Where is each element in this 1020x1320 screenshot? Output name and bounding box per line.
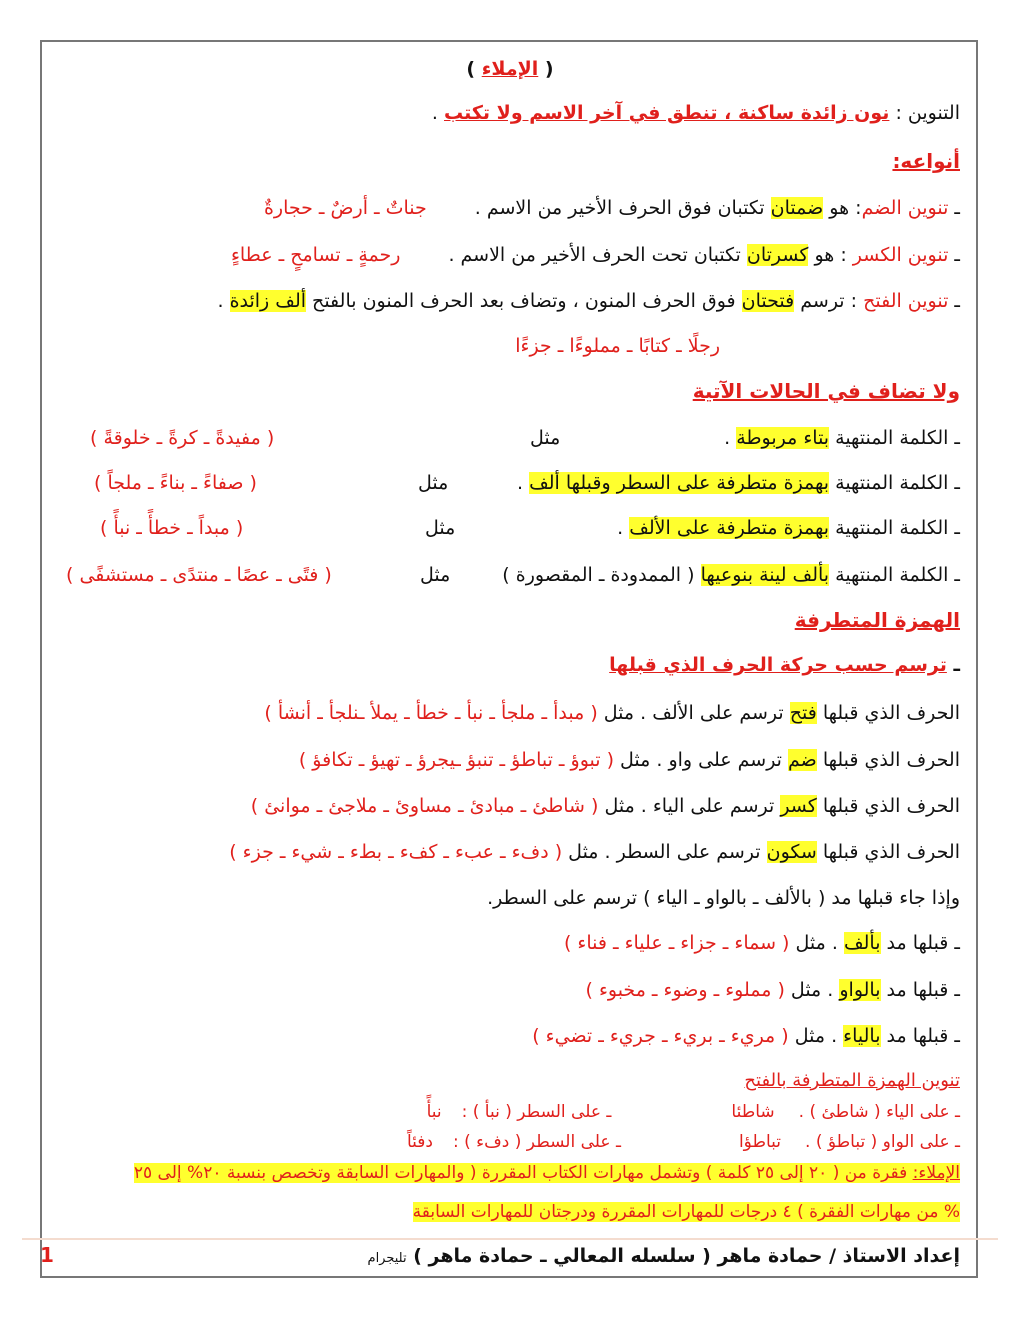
exception-row: ـ الكلمة المنتهية بهمزة متطرفة على السطر وقبلها ألف . مثل ( صفاءً ـ بناءً ـ ملجاً ) (94, 472, 960, 494)
hamza-rule: الحرف الذي قبلها كسر ترسم على الياء . مثل ( شاطئ ـ مبادئ ـ مساوئ ـ ملاجئ ـ موانئ ) (250, 795, 960, 817)
definition: التنوين : نون زائدة ساكنة ، تنطق في آخر الاسم ولا تكتب . (431, 102, 960, 124)
footer-credit: إعداد الاستاذ / حمادة ماهر ( سلسله المعالي ـ حمادة ماهر ) تليجرام (367, 1245, 960, 1267)
fath-examples: رجلًا ـ كتابًا ـ مملوءًا ـ جزءًا (515, 335, 720, 357)
tanween-hamza-row: ـ على الواو ( تباطؤ ) .تباطؤاـ على السطر ( دفء ) :دفئاً (407, 1132, 960, 1152)
exam-note-line1: الإملاء: فقرة من ( ٢٠ إلى ٢٥ كلمة ) وتشمل مهارات الكتاب المقررة ( والمهارات السابقة وتخصص بنسبة ٢٠% إلى ٢٥ (133, 1163, 960, 1183)
hamza-rule: الحرف الذي قبلها فتح ترسم على الألف . مثل ( مبدأ ـ ملجأ ـ نبأ ـ خطأ ـ يملأ ـنلجأ ـ أنشأ ) (264, 702, 960, 724)
exception-row: ـ الكلمة المنتهية بهمزة متطرفة على الألف . مثل ( مبداً ـ خطأً ـ نبأً ) (100, 517, 960, 539)
types-heading: أنواعه: (892, 149, 960, 173)
madd-rule: ـ قبلها مد بالواو . مثل ( مملوء ـ وضوء ـ مخبوء ) (585, 979, 960, 1001)
page-number: 1 (40, 1243, 54, 1267)
page-title: ( الإملاء ) (466, 58, 554, 80)
type-damm: ـ تنوين الضم: هو ضمتان تكتبان فوق الحرف الأخير من الاسم .جناتٌ ـ أرضٌ ـ حجارةٌ (263, 197, 960, 219)
madd-rule: ـ قبلها مد بألف . مثل ( سماء ـ جزاء ـ علياء ـ فناء ) (563, 932, 960, 954)
tanween-hamza-row: ـ على الياء ( شاطئ ) .شاطئاـ على السطر ( نبأ ) :نبأً (426, 1102, 960, 1122)
type-fath: ـ تنوين الفتح : ترسم فتحتان فوق الحرف المنون ، وتضاف بعد الحرف المنون بالفتح ألف زائدة . (217, 290, 960, 312)
exception-row: ـ الكلمة المنتهية بتاء مربوطة . مثل ( مفيدةً ـ كرةً ـ خلوقةً ) (90, 427, 960, 449)
hamza-rule: الحرف الذي قبلها سكون ترسم على السطر . مثل ( دفء ـ عبء ـ كفء ـ بطء ـ شيء ـ جزء ) (229, 841, 960, 863)
type-kasr: ـ تنوين الكسر : هو كسرتان تكتبان تحت الحرف الأخير من الاسم .رحمةٍ ـ تسامحٍ ـ عطاءٍ (230, 244, 960, 266)
madd-rule: ـ قبلها مد بالياء . مثل ( مريء ـ بريء ـ جريء ـ تضيء ) (532, 1025, 960, 1047)
tanween-hamza-heading: تنوين الهمزة المتطرفة بالفتح (744, 1070, 960, 1091)
exceptions-heading: ولا تضاف في الحالات الآتية (692, 379, 960, 403)
footer-divider (22, 1238, 998, 1240)
hamza-heading: الهمزة المتطرفة (794, 608, 960, 632)
madd-intro: وإذا جاء قبلها مد ( بالألف ـ بالواو ـ الياء ) ترسم على السطر. (487, 887, 960, 909)
exam-note-line2: % من مهارات الفقرة ) ٤ درجات للمهارات المقررة ودرجتان للمهارات السابقة (412, 1202, 960, 1222)
hamza-subheading: ـ ترسم حسب حركة الحرف الذي قبلها (609, 654, 960, 676)
exception-row: ـ الكلمة المنتهية بألف لينة بنوعيها ( الممدودة ـ المقصورة ) (502, 564, 960, 586)
hamza-rule: الحرف الذي قبلها ضم ترسم على واو . مثل ( تبوؤ ـ تباطؤ ـ تنبؤ ـيجرؤ ـ تهيؤ ـ تكافؤ ) (298, 749, 960, 771)
